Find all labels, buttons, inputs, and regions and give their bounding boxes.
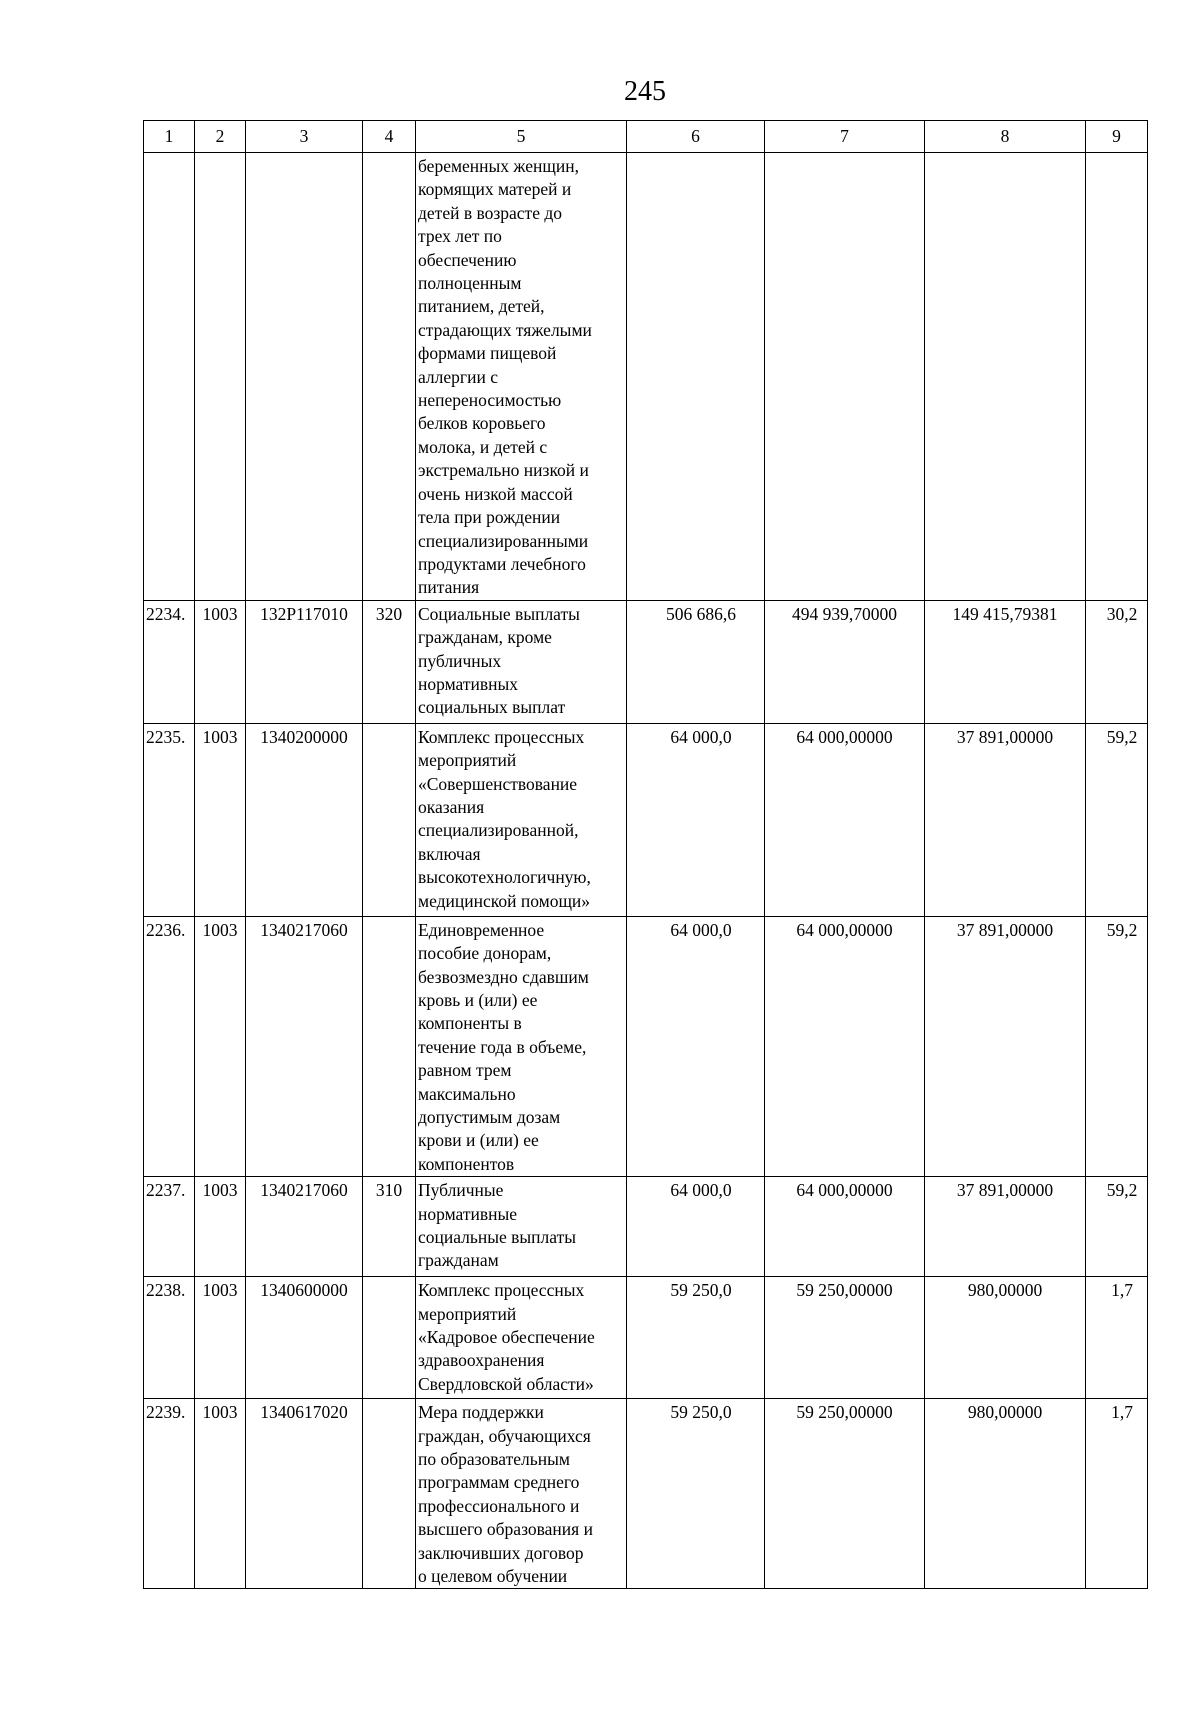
- value-col-7: 59 250,00000: [765, 1277, 925, 1399]
- row-number: 2234.: [144, 600, 195, 723]
- row-name: Единовременное пособие донорам, безвозмездно сдавшим кровь и (или) ее компоненты в течение года в объеме, равном трем максимально допустимым дозам крови и (или) ее компонентов: [416, 916, 627, 1176]
- table-row: [144, 916, 1148, 1176]
- value-col-7: 59 250,00000: [765, 1399, 925, 1589]
- col-header-9: 9: [1086, 121, 1148, 153]
- row-number: 2239.: [144, 1399, 195, 1589]
- row-name: Социальные выплаты гражданам, кроме публичных нормативных социальных выплат: [416, 600, 627, 723]
- expense-kind: [363, 1399, 416, 1589]
- row-number: 2236.: [144, 916, 195, 1176]
- table-row: [144, 1177, 1148, 1277]
- value-col-6: 64 000,0: [627, 723, 765, 916]
- expense-kind: 310: [363, 1177, 416, 1277]
- target-code: 1340200000: [246, 723, 363, 916]
- target-code: 132P117010: [246, 600, 363, 723]
- header-row: [144, 121, 1148, 153]
- budget-table: [143, 120, 1148, 1589]
- col-header-4: 4: [363, 121, 416, 153]
- value-col-8: 37 891,00000: [925, 723, 1086, 916]
- row-number: 2235.: [144, 723, 195, 916]
- section-code: 1003: [195, 600, 246, 723]
- row-number: 2238.: [144, 1277, 195, 1399]
- value-col-9: 59,2: [1086, 1177, 1148, 1277]
- col-header-1: 1: [144, 121, 195, 153]
- value-col-6: 59 250,0: [627, 1399, 765, 1589]
- col-header-8: 8: [925, 121, 1086, 153]
- continuation-text: беременных женщин, кормящих матерей и детей в возрасте до трех лет по обеспечению полноценным питанием, детей, страдающих тяжелыми формами пищевой аллергии с непереносимостью белков коровьего молока, и детей с экстремально низкой и очень низкой массой тела при рождении специализированными продуктами лечебного питания: [416, 153, 627, 601]
- row-name: Комплекс процессных мероприятий «Кадровое обеспечение здравоохранения Свердловской области»: [416, 1277, 627, 1399]
- value-col-7: 64 000,00000: [765, 916, 925, 1176]
- row-number: 2237.: [144, 1177, 195, 1277]
- col-header-3: 3: [246, 121, 363, 153]
- section-code: 1003: [195, 1399, 246, 1589]
- section-code: 1003: [195, 1277, 246, 1399]
- table-row: [144, 723, 1148, 916]
- section-code: 1003: [195, 1177, 246, 1277]
- page-number: 245: [624, 76, 666, 107]
- value-col-6: 64 000,0: [627, 916, 765, 1176]
- value-col-8: 149 415,79381: [925, 600, 1086, 723]
- expense-kind: [363, 916, 416, 1176]
- continuation-row: [144, 153, 1148, 601]
- section-code: 1003: [195, 916, 246, 1176]
- row-name: Комплекс процессных мероприятий «Совершенствование оказания специализированной, включая высокотехнологичную, медицинской помощи»: [416, 723, 627, 916]
- target-code: 1340617020: [246, 1399, 363, 1589]
- target-code: 1340217060: [246, 916, 363, 1176]
- section-code: 1003: [195, 723, 246, 916]
- col-header-7: 7: [765, 121, 925, 153]
- value-col-8: 980,00000: [925, 1277, 1086, 1399]
- value-col-9: 1,7: [1086, 1399, 1148, 1589]
- col-header-6: 6: [627, 121, 765, 153]
- expense-kind: [363, 1277, 416, 1399]
- target-code: 1340600000: [246, 1277, 363, 1399]
- value-col-6: 506 686,6: [627, 600, 765, 723]
- col-header-2: 2: [195, 121, 246, 153]
- table-row: [144, 600, 1148, 723]
- expense-kind: 320: [363, 600, 416, 723]
- value-col-9: 30,2: [1086, 600, 1148, 723]
- table-row: [144, 1277, 1148, 1399]
- expense-kind: [363, 723, 416, 916]
- col-header-5: 5: [416, 121, 627, 153]
- value-col-9: 1,7: [1086, 1277, 1148, 1399]
- row-name: Публичные нормативные социальные выплаты гражданам: [416, 1177, 627, 1277]
- value-col-8: 37 891,00000: [925, 1177, 1086, 1277]
- value-col-8: 980,00000: [925, 1399, 1086, 1589]
- value-col-7: 64 000,00000: [765, 1177, 925, 1277]
- row-name: Мера поддержки граждан, обучающихся по образовательным программам среднего профессионального и высшего образования и заключивших договор о целевом обучении: [416, 1399, 627, 1589]
- value-col-9: 59,2: [1086, 916, 1148, 1176]
- value-col-8: 37 891,00000: [925, 916, 1086, 1176]
- value-col-6: 64 000,0: [627, 1177, 765, 1277]
- table-row: [144, 1399, 1148, 1589]
- target-code: 1340217060: [246, 1177, 363, 1277]
- value-col-6: 59 250,0: [627, 1277, 765, 1399]
- value-col-9: 59,2: [1086, 723, 1148, 916]
- value-col-7: 64 000,00000: [765, 723, 925, 916]
- value-col-7: 494 939,70000: [765, 600, 925, 723]
